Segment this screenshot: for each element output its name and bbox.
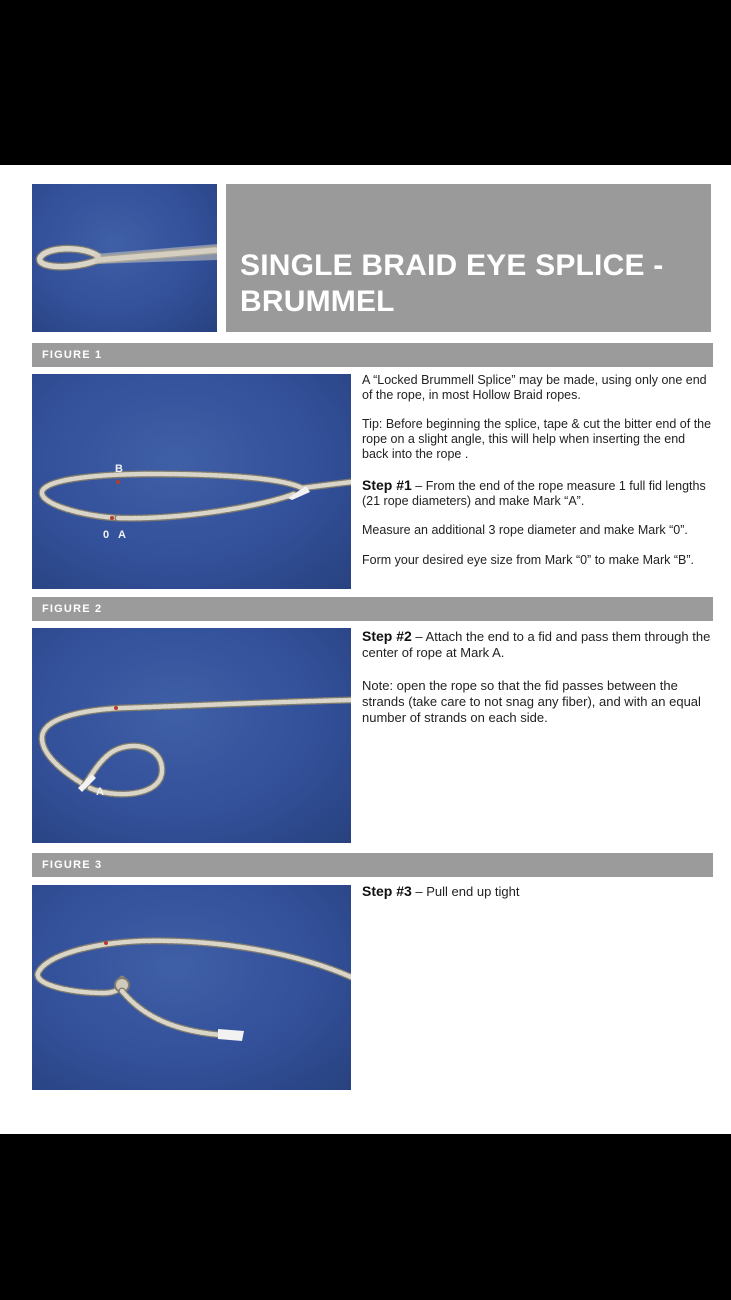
header-rope-photo — [32, 184, 217, 332]
step-3-body: – Pull end up tight — [411, 884, 520, 899]
mark-a-label: A — [118, 529, 126, 541]
intro-paragraph: A “Locked Brummell Splice” may be made, using only one end of the rope, in most Hollow Braid ropes. — [362, 373, 707, 402]
title-banner — [226, 184, 711, 332]
figure-1-label: FIGURE 1 — [42, 349, 103, 361]
mark-o-label: 0 — [103, 529, 110, 541]
step-1-body: – From the end of the rope measure 1 full fid lengths (21 rope diameters) and make Mark “A”. — [362, 479, 706, 508]
eye-size-paragraph: Form your desired eye size from Mark “0” to make Mark “B”. — [362, 553, 695, 567]
figure-3-header — [32, 853, 713, 877]
figure-1-text — [362, 373, 712, 568]
tip-paragraph: Tip: Before beginning the splice, tape & cut the bitter end of the rope on a slight angle, this will help when inserting the end back into the rope . — [362, 417, 712, 461]
document-page — [0, 165, 731, 1134]
figure-2-photo — [32, 628, 351, 843]
step-2-body: – Attach the end to a fid and pass them through the center of rope at Mark A. — [362, 629, 711, 660]
figure-1-photo — [32, 374, 351, 589]
mark-b-label: B — [115, 463, 123, 475]
step-1-heading: Step #1 — [362, 477, 412, 493]
figure-3-text — [362, 883, 712, 900]
measure-paragraph: Measure an additional 3 rope diameter and make Mark “0”. — [362, 523, 688, 537]
figure-2-mark-a-label: A — [96, 786, 104, 798]
step-1-paragraph — [362, 478, 712, 509]
step-3-paragraph — [362, 883, 712, 900]
step-2-paragraph — [362, 628, 712, 661]
figure-2-text — [362, 628, 712, 726]
figure-3-label: FIGURE 3 — [42, 859, 103, 871]
figure-2-header — [32, 597, 713, 621]
step-2-heading: Step #2 — [362, 628, 412, 644]
note-paragraph: Note: open the rope so that the fid passes between the strands (take care to not snag any fiber), and with an equal number of strands on each side. — [362, 678, 701, 725]
step-3-heading: Step #3 — [362, 883, 412, 899]
figure-2-label: FIGURE 2 — [42, 603, 103, 615]
figure-1-header — [32, 343, 713, 367]
page-title: SINGLE BRAID EYE SPLICE - BRUMMEL — [240, 249, 664, 318]
figure-3-photo — [32, 885, 351, 1090]
